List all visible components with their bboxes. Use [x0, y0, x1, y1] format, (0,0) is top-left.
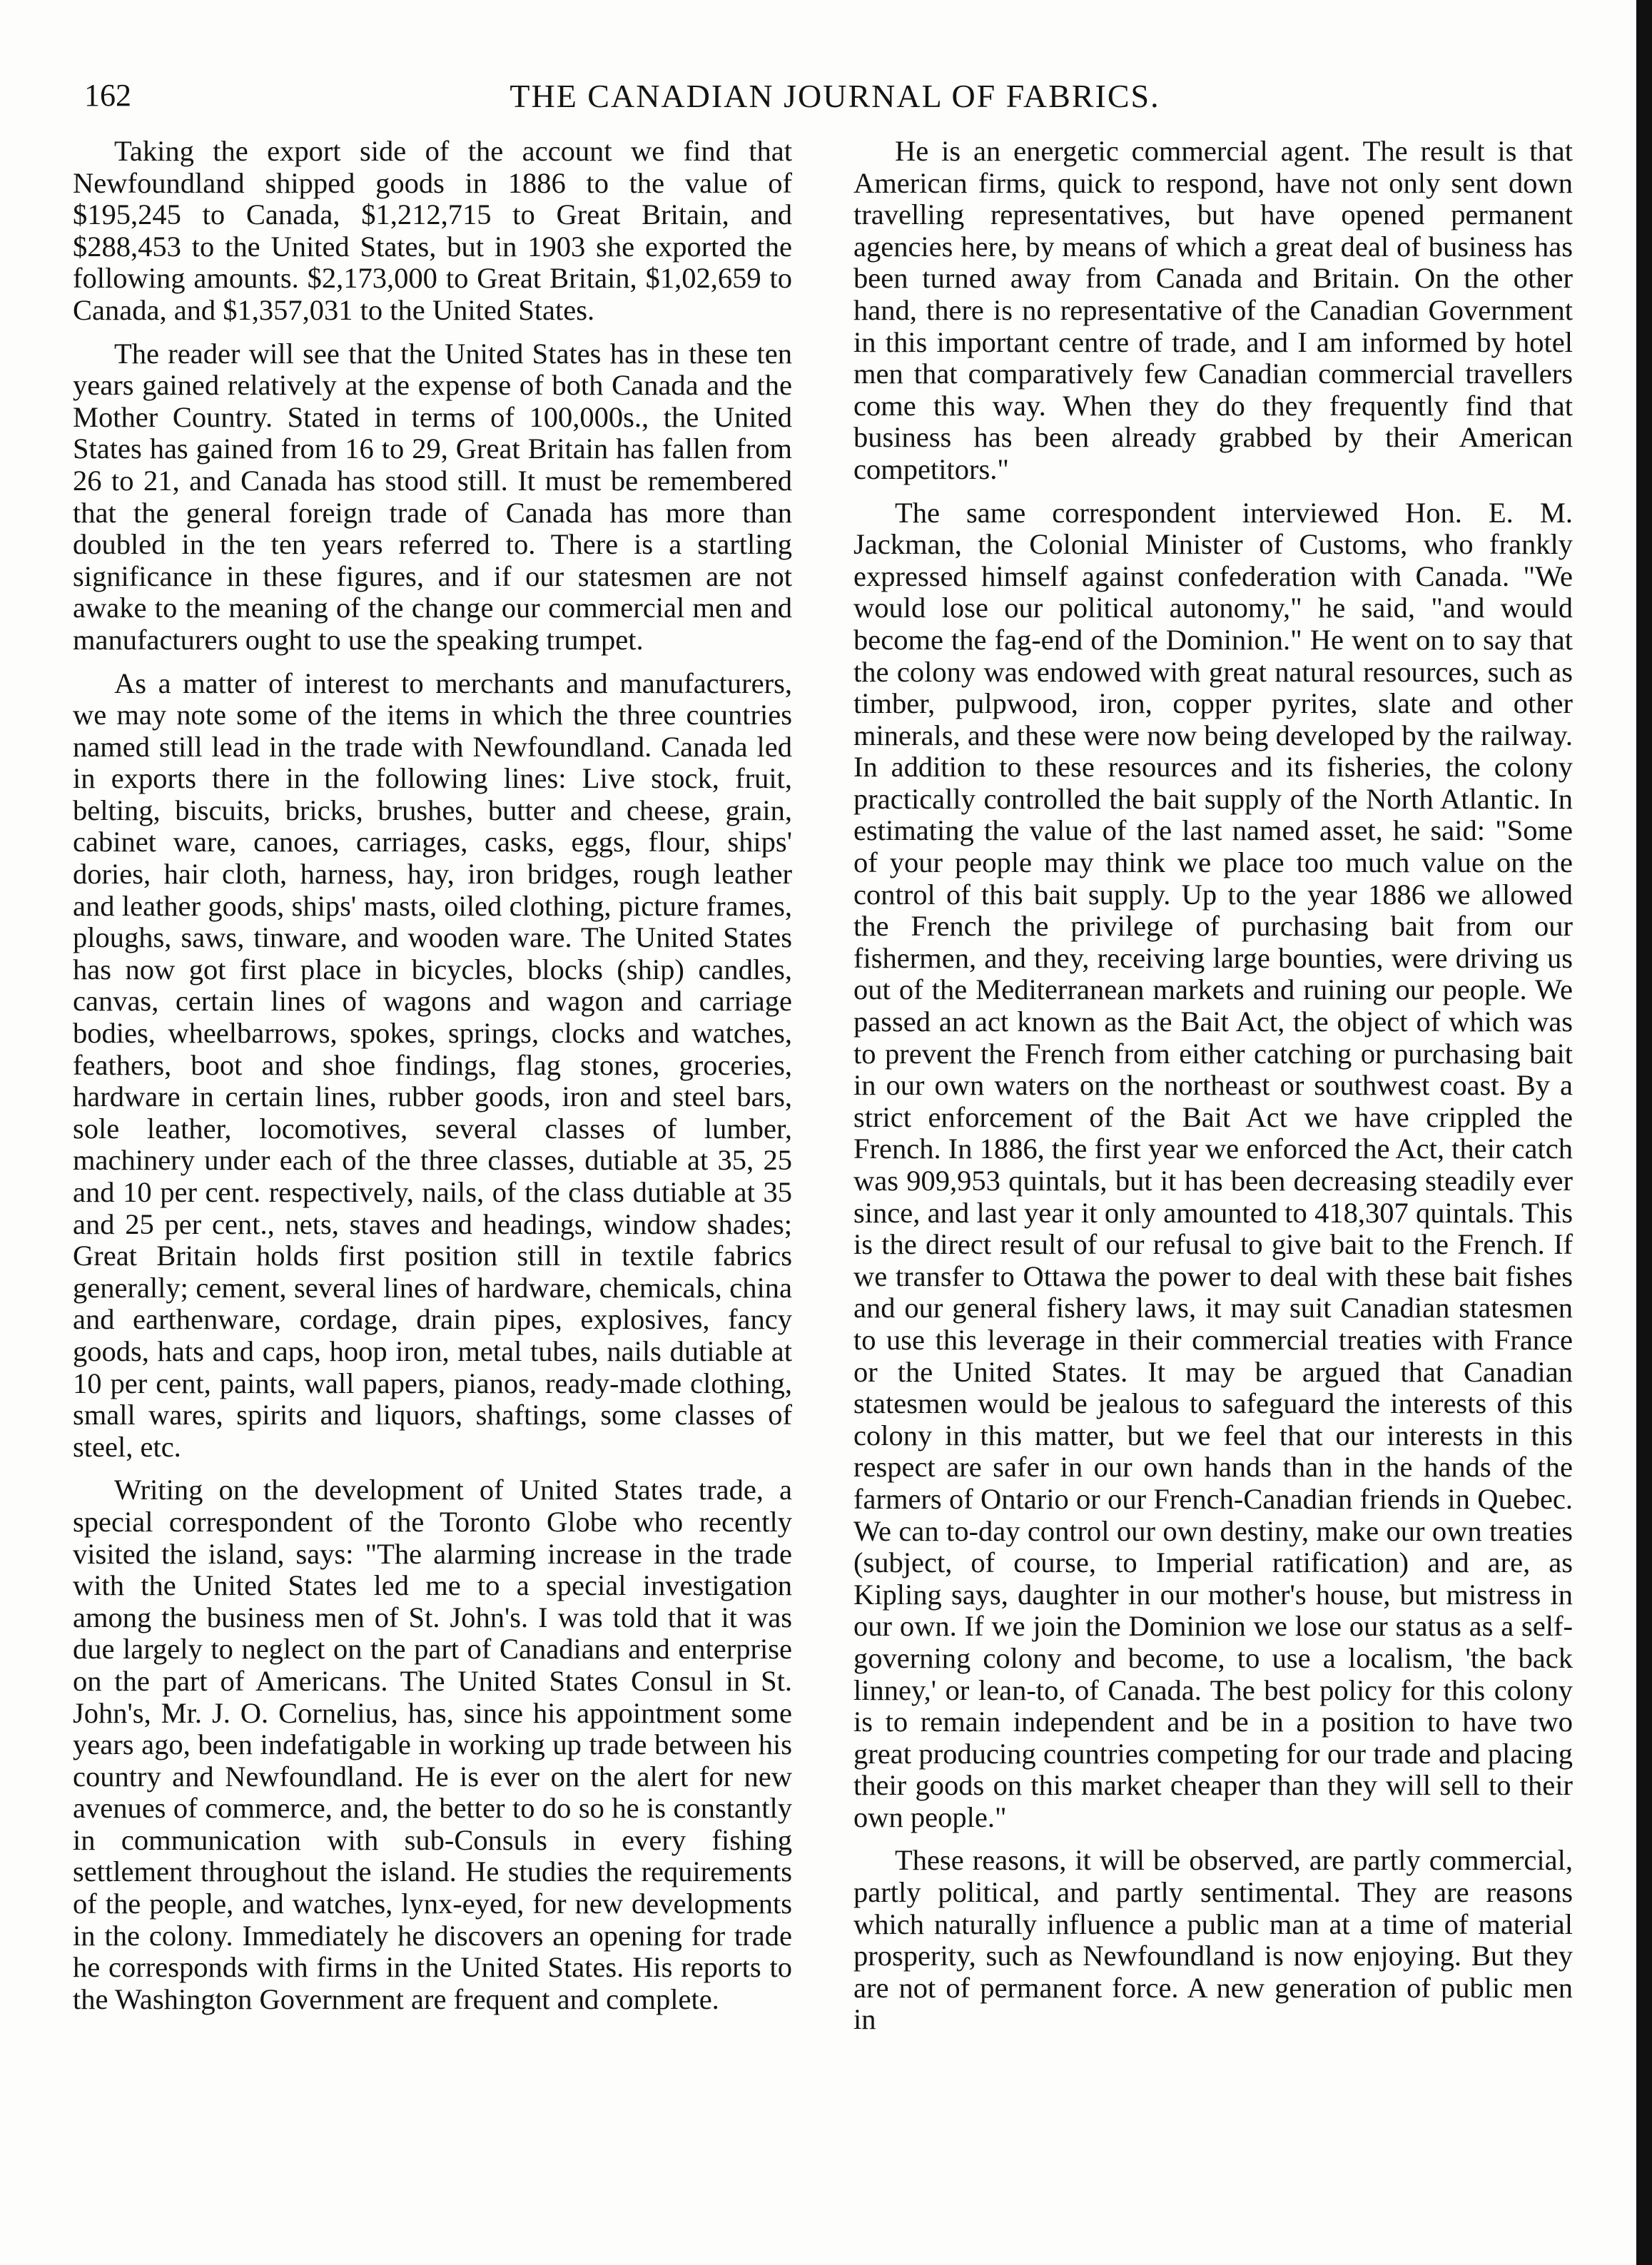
paragraph: These reasons, it will be observed, are partly commercial, partly political, and partly sentimental. They are reasons which naturally influence a public man at a time of material prosperity, such as Newfoundland is now enjoying. But they are not of permanent force. A new generation of public men in: [853, 1844, 1573, 2036]
paragraph: Taking the export side of the account we find that Newfoundland shipped goods in 1886 to the value of $195,245 to Canada, $1,212,715 to Great Britain, and $288,453 to the United States, but in 1903 she exported the following amounts. $2,173,000 to Great Britain, $1,02,659 to Canada, and $1,357,031 to the United States.: [73, 136, 792, 326]
page-header: [0, 77, 1652, 120]
scan-edge: [1636, 0, 1652, 2265]
page-number: 162: [84, 78, 131, 113]
paragraph: The same correspondent interviewed Hon. E. M. Jackman, the Colonial Minister of Customs, who frankly expressed himself against confederation with Canada. "We would lose our political autonomy," he said, "and would become the fag-end of the Dominion." He went on to say that the colony was endowed with great natural resources, such as timber, pulpwood, iron, copper pyrites, slate and other minerals, and these were now being developed by the railway. In addition to these resources and its fisheries, the colony practically controlled the bait supply of the North Atlantic. In estimating the value of the last named asset, he said: "Some of your people may think we place too much value on the control of this bait supply. Up to the year 1886 we allowed the French the privilege of purchasing bait from our fishermen, and they, receiving large bounties, were driving us out of the Mediterranean markets and ruining our people. We passed an act known as the Bait Act, the object of which was to prevent the French from either catching or purchasing bait in our own waters on the northeast or southwest coast. By a strict enforcement of the Bait Act we have crippled the French. In 1886, the first year we enforced the Act, their catch was 909,953 quintals, but it has been decreasing steadily ever since, and last year it only amounted to 418,307 quintals. This is the direct result of our refusal to give bait to the French. If we transfer to Ottawa the power to deal with these bait fishes and our general fishery laws, it may suit Canadian statesmen to use this leverage in their commercial treaties with France or the United States. It may be argued that Canadian statesmen would be jealous to safeguard the interests of this colony in this matter, but we feel that our interests in this respect are safer in our own hands than in the hands of the farmers of Ontario or our French-Canadian friends in Quebec. We can to-day control our own destiny, make our own treaties (subject, of course, to Imperial ratification) and are, as Kipling says, daughter in our mother's house, but mistress in our own. If we join the Dominion we lose our status as a self-governing colony and become, to use a localism, 'the back linney,' or lean-to, of Canada. The best policy for this colony is to remain independent and be in a position to have two great producing countries competing for our trade and placing their goods on this market cheaper than they will sell to their own people.": [853, 496, 1573, 1833]
paragraph: As a matter of interest to merchants and manufacturers, we may note some of the items in which the three countries named still lead in the trade with Newfoundland. Canada led in exports there in the following lines: Live stock, fruit, belting, biscuits, bricks, brushes, butter and cheese, grain, cabinet ware, canoes, carriages, casks, eggs, flour, ships' dories, hair cloth, harness, hay, iron bridges, rough leather and leather goods, ships' masts, oiled clothing, picture frames, ploughs, saws, tinware, and wooden ware. The United States has now got first place in bicycles, blocks (ship) candles, canvas, certain lines of wagons and wagon and carriage bodies, wheelbarrows, spokes, springs, clocks and watches, feathers, boot and shoe findings, flag stones, groceries, hardware in certain lines, rubber goods, iron and steel bars, sole leather, locomotives, several classes of lumber, machinery under each of the three classes, dutiable at 35, 25 and 10 per cent. respectively, nails, of the class dutiable at 35 and 25 per cent., nets, staves and headings, window shades; Great Britain holds first position still in textile fabrics generally; cement, several lines of hardware, chemicals, china and earthenware, cordage, drain pipes, explosives, fancy goods, hats and caps, hoop iron, metal tubes, nails dutiable at 10 per cent, paints, wall papers, pianos, ready-made clothing, small wares, spirits and liquors, shaftings, some classes of steel, etc.: [73, 667, 792, 1463]
left-column: [73, 136, 792, 2226]
running-title: THE CANADIAN JOURNAL OF FABRICS.: [510, 78, 1160, 114]
right-column: [853, 136, 1573, 2226]
paragraph: The reader will see that the United States has in these ten years gained relatively at the expense of both Canada and the Mother Country. Stated in terms of 100,000s., the United States has gained from 16 to 29, Great Britain has fallen from 26 to 21, and Canada has stood still. It must be remembered that the general foreign trade of Canada has more than doubled in the ten years referred to. There is a startling significance in these figures, and if our statesmen are not awake to the meaning of the change our commercial men and manufacturers ought to use the speaking trumpet.: [73, 337, 792, 656]
paragraph: Writing on the development of United States trade, a special correspondent of the Toronto Globe who recently visited the island, says: "The alarming increase in the trade with the United States led me to a special investigation among the business men of St. John's. I was told that it was due largely to neglect on the part of Canadians and enterprise on the part of Americans. The United States Consul in St. John's, Mr. J. O. Cornelius, has, since his appointment some years ago, been indefatigable in working up trade between his country and Newfoundland. He is ever on the alert for new avenues of commerce, and, the better to do so he is constantly in communication with sub-Consuls in every fishing settlement throughout the island. He studies the requirements of the people, and watches, lynx-eyed, for new developments in the colony. Immediately he discovers an opening for trade he corresponds with firms in the United States. His reports to the Washington Government are frequent and complete.: [73, 1474, 792, 2015]
paragraph: He is an energetic commercial agent. The result is that American firms, quick to respond, have not only sent down travelling representatives, but have opened permanent agencies here, by means of which a great deal of business has been turned away from Canada and Britain. On the other hand, there is no representative of the Canadian Government in this important centre of trade, and I am informed by hotel men that comparatively few Canadian commercial travellers come this way. When they do they frequently find that business has been already grabbed by their American competitors.": [853, 136, 1573, 485]
